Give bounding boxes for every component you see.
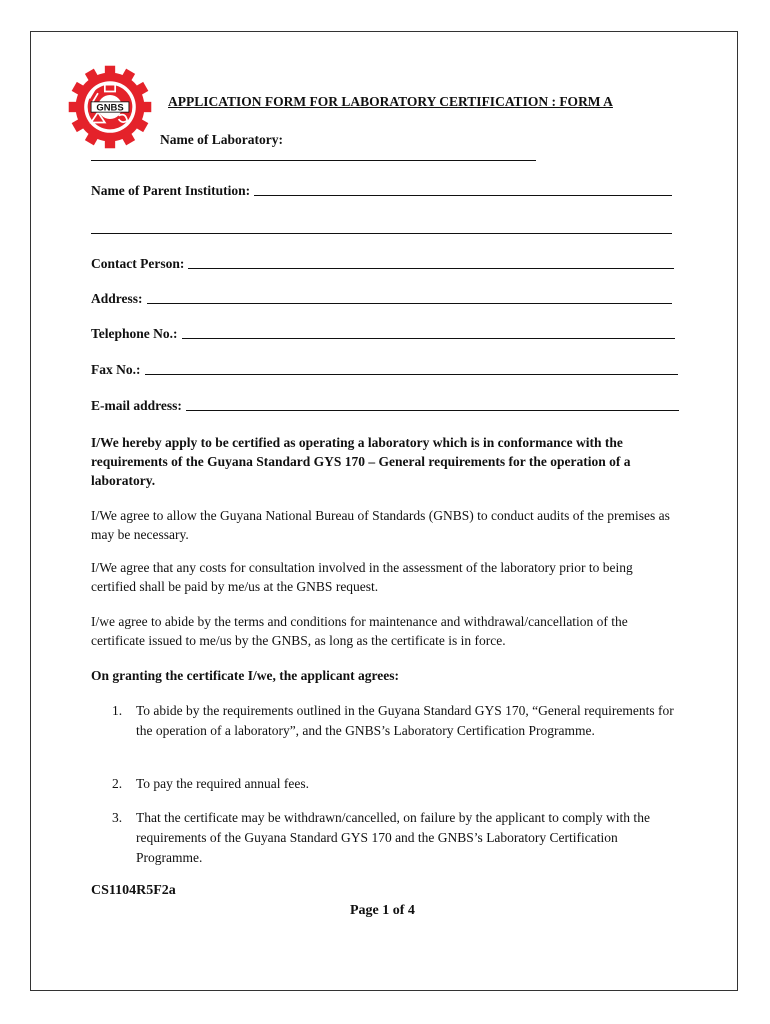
list-text: To pay the required annual fees. [136, 776, 309, 791]
address-line[interactable] [147, 303, 672, 304]
telephone-line[interactable] [182, 338, 675, 339]
fax-label: Fax No.: [91, 362, 141, 377]
contact-person-field[interactable] [91, 256, 674, 272]
declaration-text: I/We hereby apply to be certified as operating a laboratory which is in conformance with the requirements of the Guyana Standard GYS 170 – General requirements for the operation of a laboratory. [91, 435, 631, 488]
fax-line[interactable] [145, 374, 679, 375]
contact-person-label: Contact Person: [91, 256, 185, 271]
list-text: That the certificate may be withdrawn/cancelled, on failure by the applicant to comply with the requirements of the Guyana Standard GYS 170 and the GNBS’s Laboratory Certification Programme. [136, 810, 650, 865]
list-number: 2. [112, 776, 123, 791]
parent-institution-field[interactable] [91, 183, 672, 199]
email-label: E-mail address: [91, 398, 182, 413]
parent-institution-label: Name of Parent Institution: [91, 183, 251, 198]
form-code: CS1104R5F2a [91, 883, 176, 898]
form-title: APPLICATION FORM FOR LABORATORY CERTIFICATION : FORM A [168, 94, 613, 109]
telephone-label: Telephone No.: [91, 326, 178, 341]
page-number: Page 1 of 4 [350, 903, 415, 918]
list-item [112, 774, 682, 794]
email-line[interactable] [186, 410, 679, 411]
agreement-audits: I/We agree to allow the Guyana National Bureau of Standards (GNBS) to conduct audits of the premises as may be necessary. [91, 508, 670, 542]
gnbs-logo [67, 64, 153, 150]
laboratory-name-field[interactable] [91, 160, 536, 161]
list-item [112, 808, 682, 868]
contact-person-line[interactable] [188, 268, 674, 269]
email-field[interactable] [91, 398, 679, 414]
list-number: 1. [112, 703, 123, 718]
list-text: To abide by the requirements outlined in the Guyana Standard GYS 170, “General requirements for the operation of a laboratory”, and the GNBS’s Laboratory Certification Programme. [136, 703, 674, 738]
laboratory-name-label: Name of Laboratory: [160, 132, 283, 147]
agreement-costs: I/We agree that any costs for consultation involved in the assessment of the laboratory prior to being certified shall be paid by me/us at the GNBS request. [91, 560, 633, 594]
agreement-terms: I/we agree to abide by the terms and conditions for maintenance and withdrawal/cancellation of the certificate issued to me/us by the GNBS, as long as the certificate is in force. [91, 614, 628, 648]
telephone-field[interactable] [91, 326, 675, 342]
list-item [112, 701, 682, 741]
fax-field[interactable] [91, 362, 678, 378]
address-label: Address: [91, 291, 143, 306]
list-number: 3. [112, 810, 123, 825]
conditions-heading: On granting the certificate I/we, the applicant agrees: [91, 668, 399, 683]
parent-institution-line[interactable] [254, 195, 672, 196]
address-field[interactable] [91, 291, 672, 307]
parent-institution-line-2[interactable] [91, 233, 672, 234]
logo-text: GNBS [96, 102, 124, 114]
